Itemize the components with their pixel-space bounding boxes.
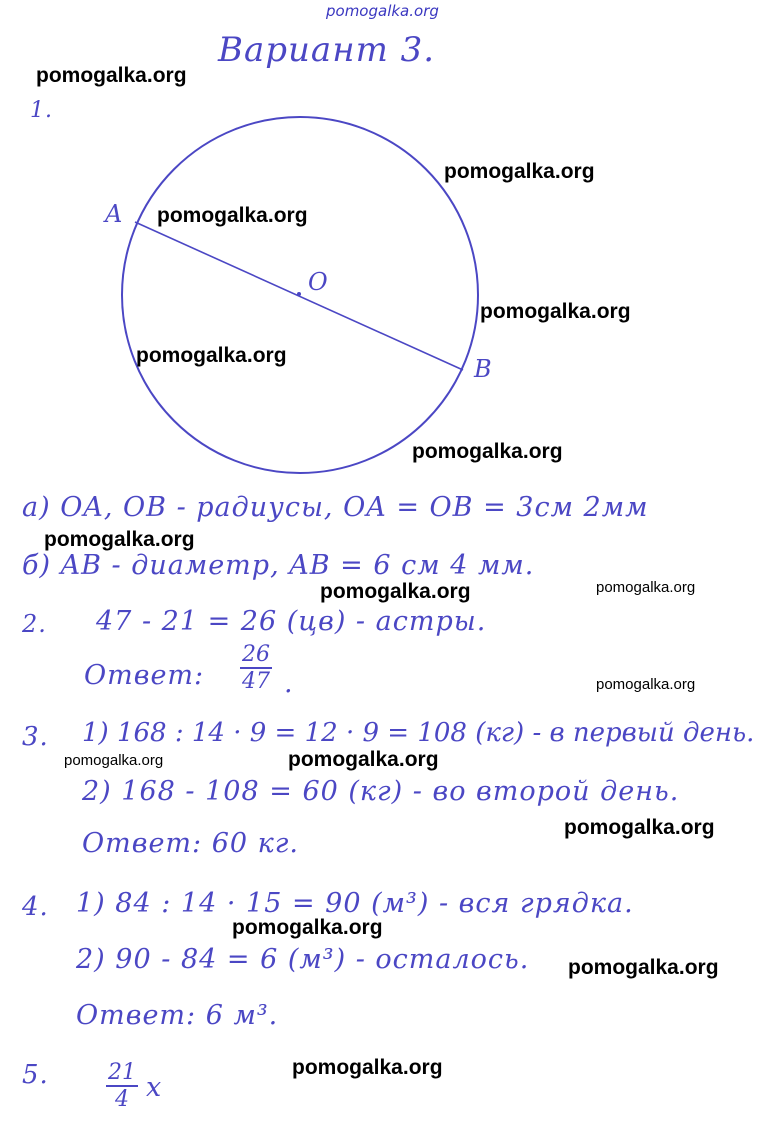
task2-line1: 47 - 21 = 26 (цв) - астры.	[96, 606, 487, 637]
fraction-denominator: 4	[115, 1087, 129, 1112]
watermark: pomogalka.org	[596, 579, 696, 596]
point-b-label: B	[474, 355, 493, 383]
center-point	[297, 292, 301, 296]
watermark: pomogalka.org	[564, 816, 715, 839]
fraction-denominator: 47	[242, 669, 270, 694]
watermark: pomogalka.org	[44, 528, 195, 551]
watermark: pomogalka.org	[157, 204, 308, 227]
task2-answer-dot: .	[284, 668, 294, 699]
task3-line2: 2) 168 - 108 = 60 (кг) - во второй день.	[82, 776, 680, 807]
task3-answer: Ответ: 60 кг.	[82, 828, 300, 859]
watermark: pomogalka.org	[480, 300, 631, 323]
watermark: pomogalka.org	[412, 440, 563, 463]
watermark: pomogalka.org	[64, 752, 164, 769]
task4-answer: Ответ: 6 м³.	[76, 1000, 279, 1031]
watermark: pomogalka.org	[292, 1056, 443, 1079]
task4-line1: 1) 84 : 14 · 15 = 90 (м³) - вся грядка.	[76, 888, 634, 919]
task2-answer-fraction	[240, 642, 272, 694]
page-title: Вариант 3.	[218, 30, 436, 70]
point-a-label: A	[105, 200, 124, 228]
task3-number: 3.	[22, 722, 49, 752]
task1-line-b: б) AB - диаметр, AB = 6 см 4 мм.	[22, 550, 535, 581]
fraction-numerator: 21	[108, 1060, 136, 1085]
task5-fraction	[106, 1060, 138, 1112]
task5-number: 5.	[22, 1060, 49, 1090]
point-o-label: O	[308, 268, 329, 296]
watermark: pomogalka.org	[288, 748, 439, 771]
task4-line2: 2) 90 - 84 = 6 (м³) - осталось.	[76, 944, 530, 975]
watermark: pomogalka.org	[320, 580, 471, 603]
task3-line1: 1) 168 : 14 · 9 = 12 · 9 = 108 (кг) - в первый день.	[82, 718, 755, 748]
watermark: pomogalka.org	[136, 344, 287, 367]
watermark: pomogalka.org	[568, 956, 719, 979]
watermark: pomogalka.org	[232, 916, 383, 939]
task2-answer-label: Ответ:	[84, 660, 205, 691]
watermark: pomogalka.org	[444, 160, 595, 183]
task4-number: 4.	[22, 892, 49, 922]
watermark: pomogalka.org	[36, 64, 187, 87]
task1-number: 1.	[30, 98, 53, 123]
task5-operator: x	[146, 1072, 163, 1103]
fraction-numerator: 26	[242, 642, 270, 667]
task2-number: 2.	[22, 610, 47, 638]
task1-line-a: а) OA, OB - радиусы, OA = OB = 3см 2мм	[22, 492, 649, 523]
watermark: pomogalka.org	[596, 676, 696, 693]
top-watermark: pomogalka.org	[326, 2, 439, 20]
